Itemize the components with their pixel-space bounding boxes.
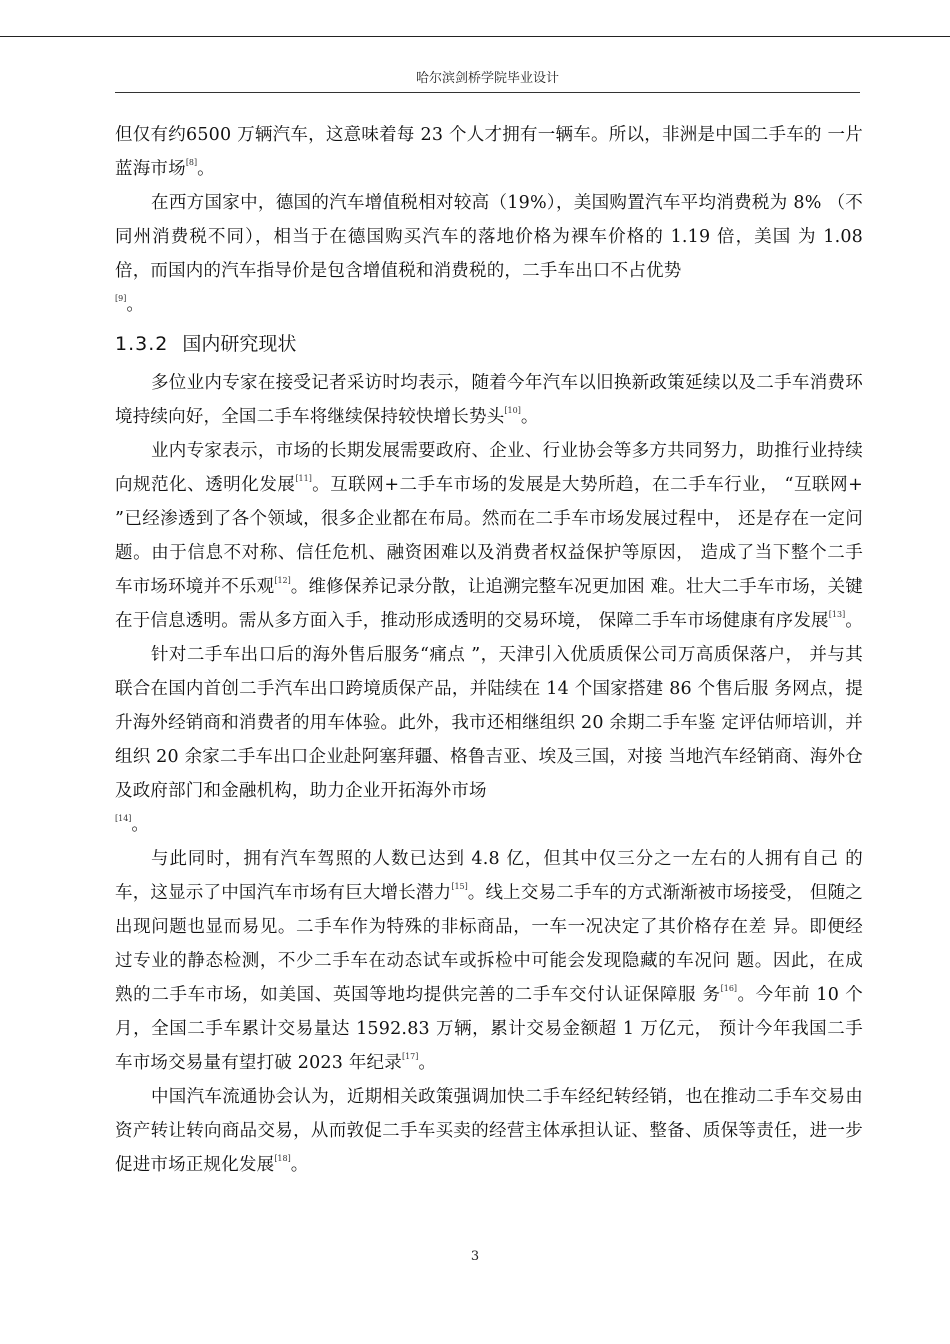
paragraph-association-view [115, 1080, 863, 1182]
citation-ref[interactable]: [16] [720, 984, 738, 993]
paragraph-text: 针对二手车出口后的海外售后服务“痛点 ”，天津引入优质质保公司万高质保落户， 并与其联合在国内首创二手汽车出口跨境质保产品，并陆续在 14 个国家搭建 86 个售后服 务网点，提升海外经销商和消费者的用车体验。此外，我市还相继组织 20 余期二手车鉴 定评估师培训，并组织 20 余家二手车出口企业赴阿塞拜疆、格鲁吉亚、埃及三国，对接 当地汽车经销商、海外仓及政府部门和金融机构，助力企业开拓海外市场 [115, 645, 863, 801]
paragraph-text: 在西方国家中，德国的汽车增值税相对较高（19%），美国购置汽车平均消费税为 8% （不同州消费税不同），相当于在德国购买汽车的落地价格为裸车价格的 1.19 倍，美国 为 1.08 倍，而国内的汽车指导价是包含增值税和消费税的，二手车出口不占优势 [115, 193, 863, 281]
running-header: 哈尔滨剑桥学院毕业设计 [415, 71, 559, 86]
citation-ref[interactable]: [15] [451, 882, 468, 891]
citation-ref[interactable]: [17] [401, 1052, 419, 1061]
citation-ref[interactable]: [11] [295, 474, 312, 483]
paragraph-text: 。维修保养记录分散，让追溯完整车况更加困 难。壮大二手车市场，关键在于信息透明。需从多方面入手，推动形成透明的交易环境， 保障二手车市场健康有序发展 [115, 577, 863, 631]
paragraph-tail: 。 [520, 407, 539, 427]
paragraph-text: 。今年前 10 个月，全国二手车累计交易量达 1592.83 万辆，累计交易金额超 1 万亿元， 预计今年我国二手车市场交易量有望打破 2023 年纪录 [115, 985, 863, 1073]
citation-ref[interactable]: [12] [274, 576, 291, 585]
paragraph-text: 中国汽车流通协会认为，近期相关政策强调加快二手车经纪转经销，也在推动二手车交易由资产转让转向商品交易，从而敦促二手车买卖的经营主体承担认证、整备、质保等责任，进一步促进市场正规化发展 [115, 1087, 863, 1175]
paragraph-tail: 。 [290, 1155, 309, 1175]
paragraph-tail: 。 [126, 295, 145, 315]
page-number: 3 [470, 1249, 480, 1264]
paragraph-text: 。线上交易二手车的方式渐渐被市场接受， 但随之出现问题也显而易见。二手车作为特殊的非标商品，一车一况决定了其价格存在差 异。即便经过专业的静态检测，不少二手车在动态试车或拆检中可能会发现隐藏的车况问 题。因此，在成熟的二手车市场，如美国、英国等地均提供完善的二手车交付认证保障服 务 [115, 883, 863, 1005]
paragraph-tax-comparison [115, 186, 863, 322]
top-border-line [0, 36, 950, 37]
paragraph-text: 业内专家表示，市场的长期发展需要政府、企业、行业协会等多方共同努力，助推行业持续向规范化、透明化发展 [115, 441, 863, 495]
citation-ref[interactable]: [8] [185, 158, 198, 167]
paragraph-continuation [115, 118, 863, 186]
paragraph-tianjin-export [115, 638, 863, 842]
paragraph-tail: 。 [845, 611, 863, 631]
paragraph-market-potential [115, 842, 863, 1080]
header-rule [115, 92, 860, 93]
paragraph-tail: 。 [131, 815, 150, 835]
paragraph-expert-views [115, 366, 863, 434]
paragraph-text: 。互联网+二手车市场的发展是大势所趋，在二手车行业， “互联网+ ”已经渗透到了各个领域，很多企业都在布局。然而在二手车市场发展过程中， 还是存在一定问题。由于信息不对称、信任危机、融资困难以及消费者权益保护等原因， 造成了当下整个二手车市场环境并不乐观 [115, 475, 864, 597]
body-text [115, 118, 863, 1182]
paragraph-text: 与此同时，拥有汽车驾照的人数已达到 4.8 亿，但其中仅三分之一左右的人拥有自己 的车，这显示了中国汽车市场有巨大增长潜力 [115, 849, 863, 903]
paragraph-tail: 。 [197, 159, 215, 179]
citation-ref[interactable]: [18] [274, 1154, 291, 1163]
paragraph-tail: 。 [418, 1053, 437, 1073]
citation-ref[interactable]: [13] [828, 610, 846, 619]
section-number: 1.3.2 [115, 333, 169, 355]
citation-ref[interactable]: [9] [115, 294, 127, 303]
citation-ref[interactable]: [10] [504, 406, 521, 415]
citation-ref[interactable]: [14] [115, 814, 132, 823]
paragraph-market-development [115, 434, 863, 638]
section-heading [115, 326, 863, 362]
paragraph-text: 但仅有约6500 万辆汽车，这意味着每 23 个人才拥有一辆车。所以，非洲是中国二手车的 一片蓝海市场 [115, 125, 863, 179]
section-title: 国内研究现状 [182, 333, 297, 355]
paragraph-text: 多位业内专家在接受记者采访时均表示，随着今年汽车以旧换新政策延续以及二手车消费环境持续向好，全国二手车将继续保持较快增长势头 [115, 373, 863, 427]
